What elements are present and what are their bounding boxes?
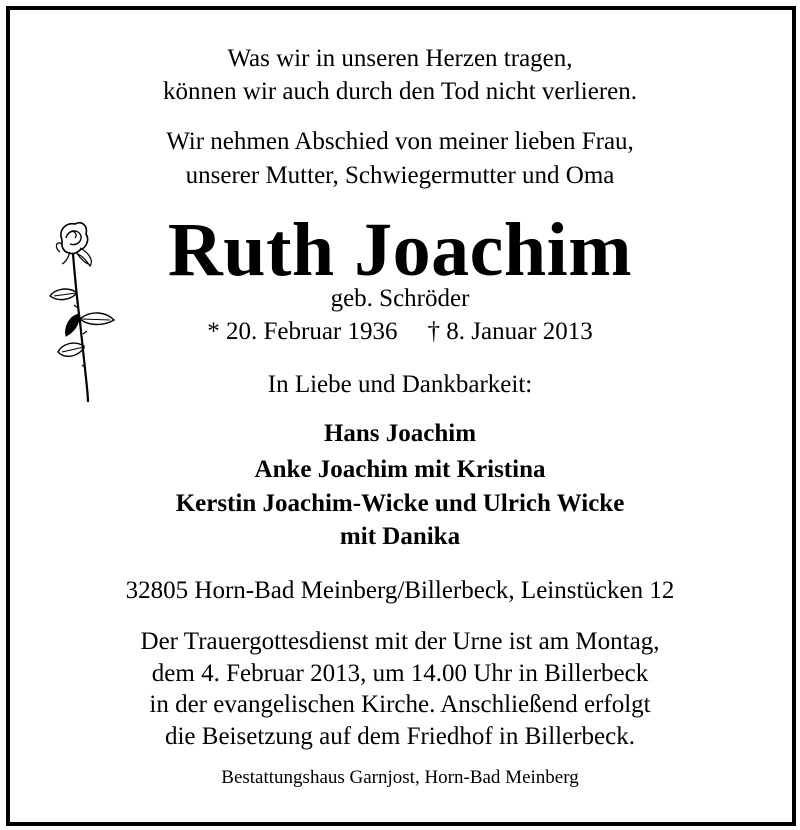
service-line-3: in der evangelischen Kirche. Anschließend erfolgt [149,691,651,718]
family-address: 32805 Horn-Bad Meinberg/Billerbeck, Leinstücken 12 [125,577,675,604]
poem-line-2: können wir auch durch den Tod nicht verlieren. [162,78,638,105]
life-dates [0,319,800,344]
mourner-4: mit Danika [339,523,461,550]
deceased-name: Ruth Joachim [167,208,633,292]
mourner-3: Kerstin Joachim-Wicke und Ulrich Wicke [175,490,625,517]
service-line-1: Der Trauergottesdienst mit der Urne ist am Montag, [140,628,660,655]
service-line-4: die Beisetzung auf dem Friedhof in Billerbeck. [164,723,635,750]
farewell-line-2: unserer Mutter, Schwiegermutter und Oma [185,162,615,189]
death-date: † 8. Januar 2013 [427,318,593,345]
farewell-line-1: Wir nehmen Abschied von meiner lieben Frau, [166,128,634,155]
gratitude-line: In Liebe und Dankbarkeit: [267,371,533,398]
birth-date: * 20. Februar 1936 [207,318,398,345]
poem-line-1: Was wir in unseren Herzen tragen, [227,45,573,72]
service-line-2: dem 4. Februar 2013, um 14.00 Uhr in Billerbeck [151,660,649,687]
mourner-1: Hans Joachim [323,420,477,447]
funeral-home: Bestattungshaus Garnjost, Horn-Bad Meinberg [221,767,579,788]
mourner-2: Anke Joachim mit Kristina [254,456,546,483]
birth-name: geb. Schröder [330,285,470,312]
